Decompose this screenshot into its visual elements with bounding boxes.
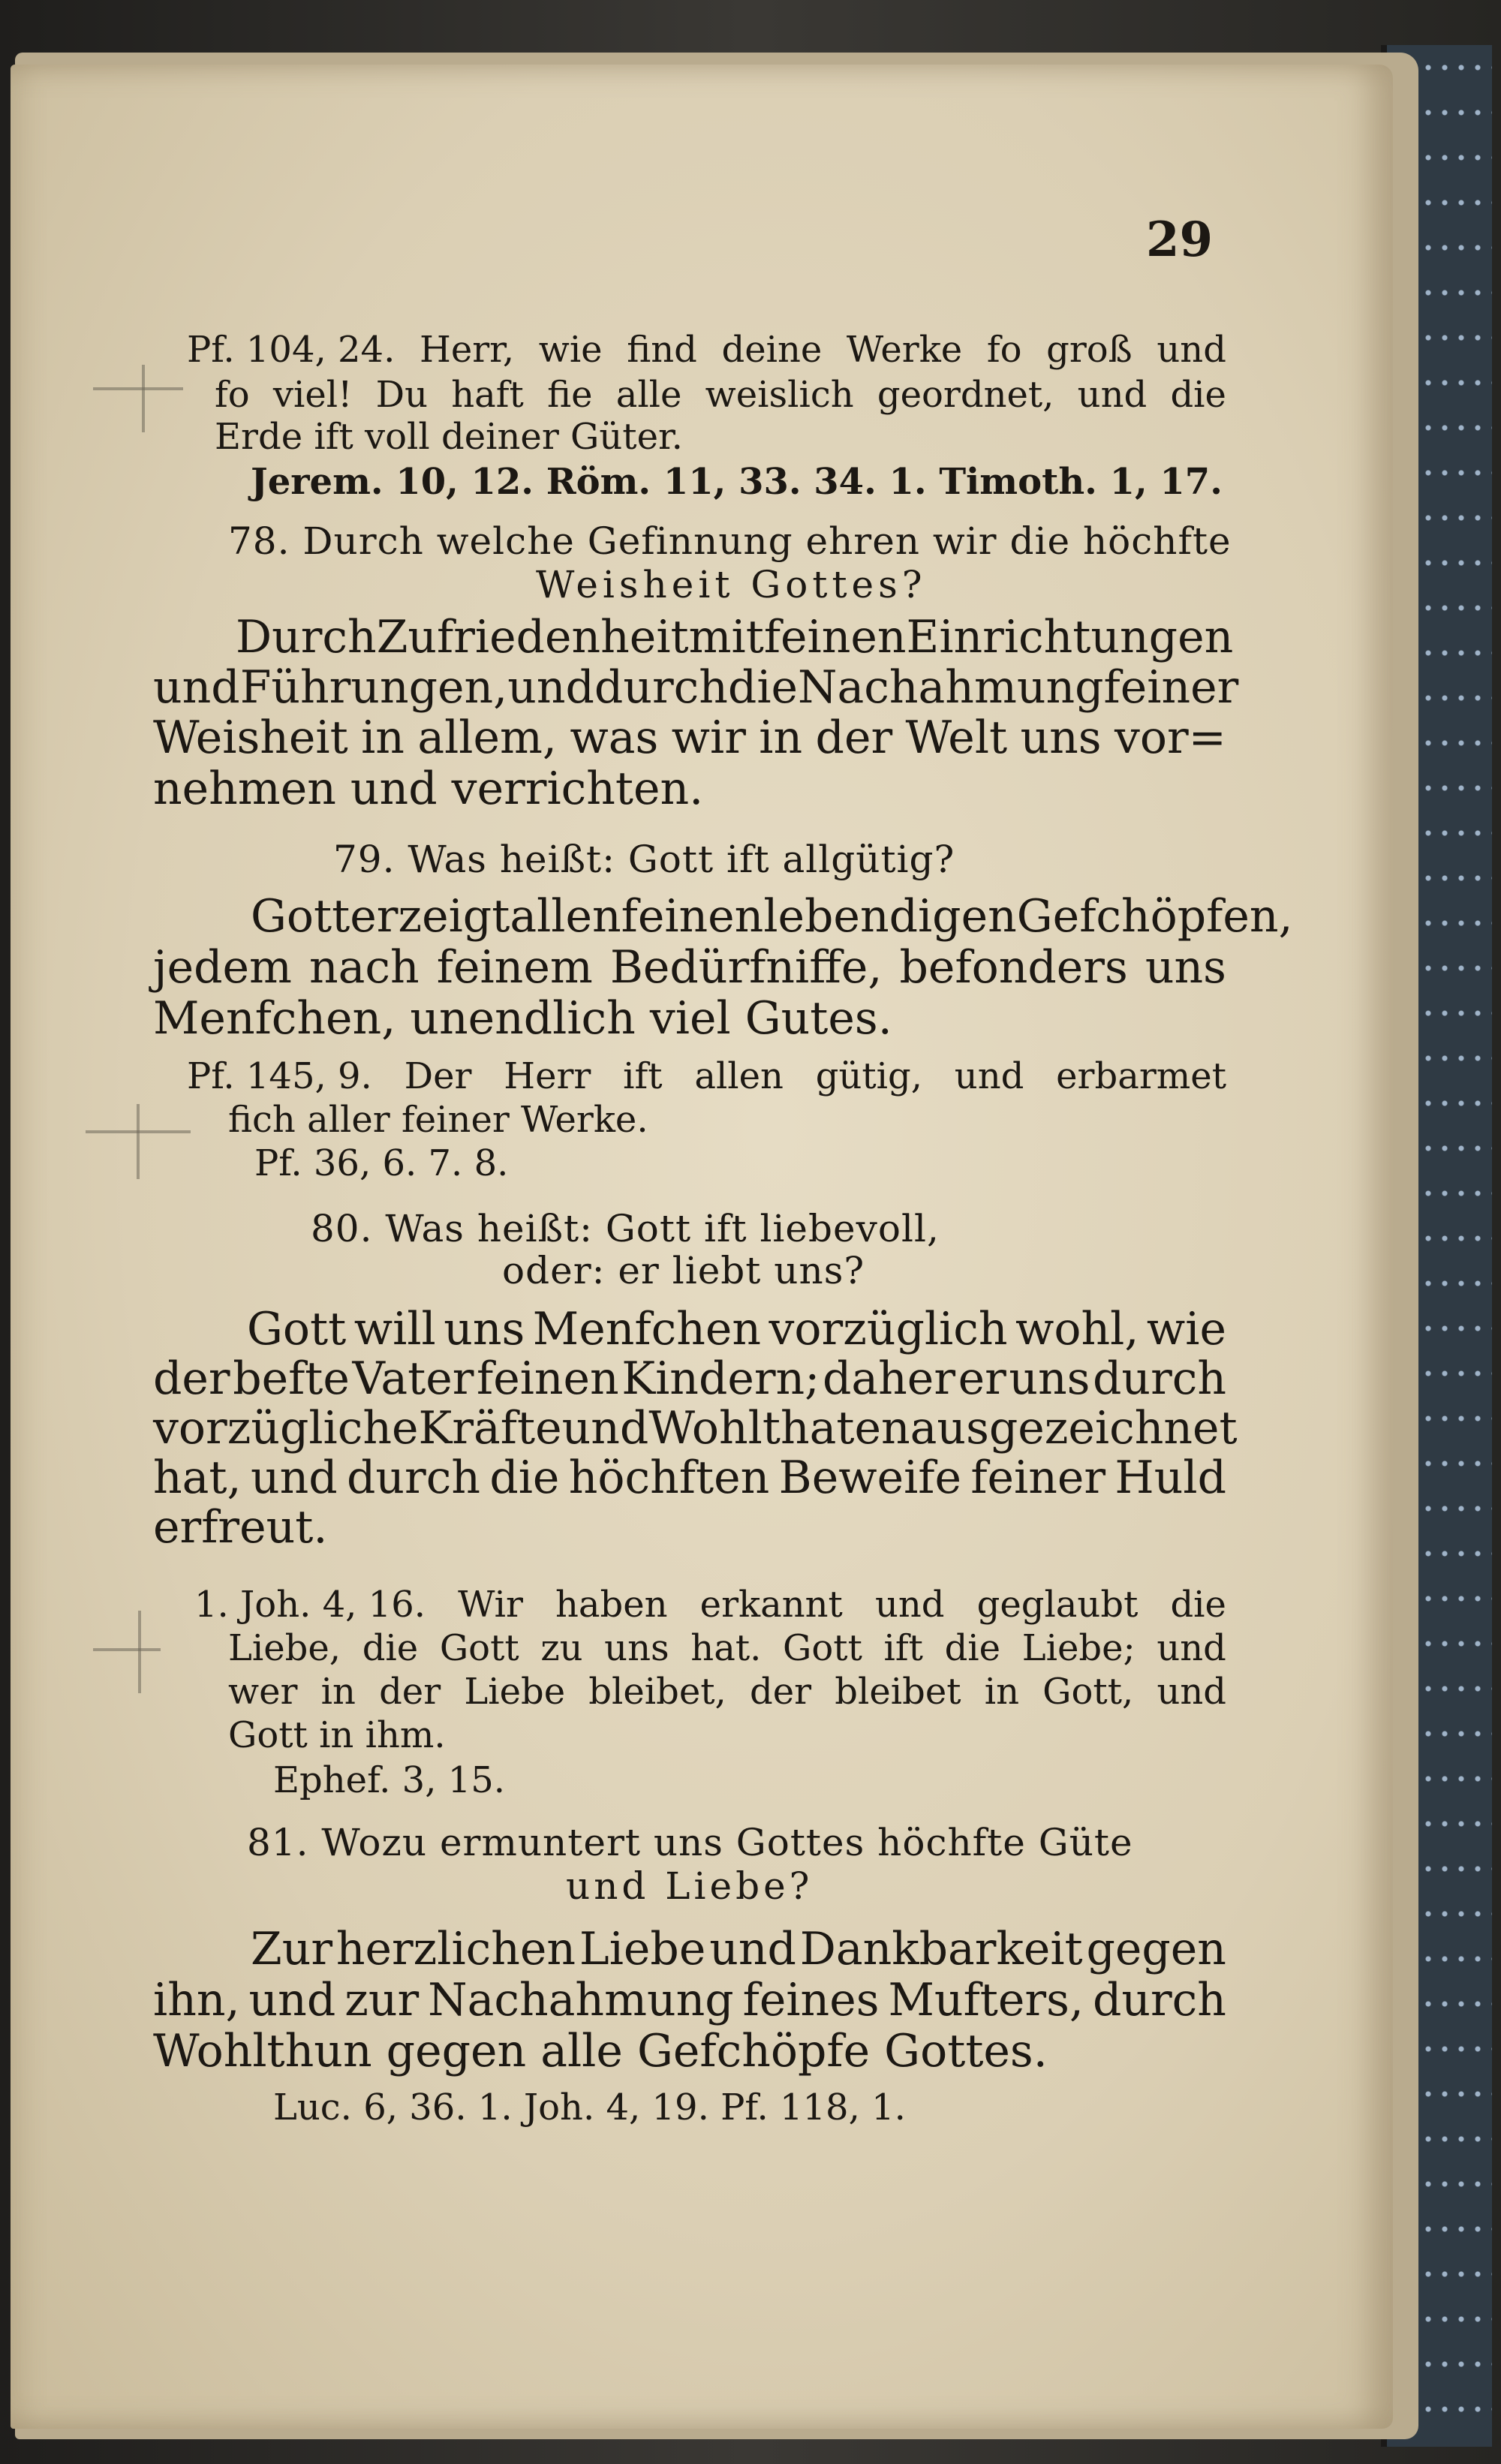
citation-joh-line4: Gott in ihm. bbox=[228, 1714, 446, 1756]
answer-81-line1: Zur herzlichen Liebe und Dankbarkeit gegen bbox=[251, 1923, 1226, 1975]
question-80-line1: 80. Was heißt: Gott ift liebevoll, bbox=[311, 1207, 940, 1250]
pencil-mark bbox=[142, 365, 145, 432]
question-81-line2: und Liebe? bbox=[566, 1864, 814, 1908]
citation-joh-line2: Liebe, die Gott zu uns hat. Gott ift die Liebe; und bbox=[228, 1627, 1226, 1669]
citation-joh-line3: wer in der Liebe bleibet, der bleibet in Gott, und bbox=[228, 1671, 1226, 1713]
pencil-mark bbox=[138, 1611, 141, 1693]
answer-80-line1: Gott will uns Menfchen vorzüglich wohl, wie bbox=[247, 1303, 1226, 1355]
question-79: 79. Was heißt: Gott ift allgütig? bbox=[333, 838, 955, 881]
answer-79-line3: Menfchen, unendlich viel Gutes. bbox=[153, 992, 892, 1045]
answer-79-line1: Gott erzeigt allen feinen lebendigen Gefchöpfen, bbox=[251, 890, 1293, 943]
answer-80-line2: der befte Vater feinen Kindern; daher er uns durch bbox=[153, 1352, 1226, 1405]
pencil-mark bbox=[93, 1648, 161, 1651]
citation-cross-refs-81: Luc. 6, 36. 1. Joh. 4, 19. Pf. 118, 1. bbox=[273, 2086, 906, 2129]
question-80-line2: oder: er liebt uns? bbox=[502, 1249, 865, 1292]
answer-78-line3: Weisheit in allem, was wir in der Welt uns vor= bbox=[153, 712, 1226, 764]
answer-79-line2: jedem nach feinem Bedürfniffe, befonders uns bbox=[153, 941, 1226, 994]
answer-80-line3: vorzügliche Kräfte und Wohlthaten ausgezeichnet bbox=[153, 1402, 1238, 1455]
citation-joh-line1: 1. Joh. 4, 16. Wir haben erkannt und geglaubt die bbox=[194, 1584, 1226, 1626]
page-number: 29 bbox=[1145, 212, 1213, 268]
answer-78-line1: Durch Zufriedenheit mit feinen Einrichtungen bbox=[236, 611, 1234, 663]
citation-ps145-line3: Pf. 36, 6. 7. 8. bbox=[254, 1142, 509, 1184]
answer-81-line3: Wohlthun gegen alle Gefchöpfe Gottes. bbox=[153, 2025, 1048, 2077]
answer-78-line2: und Führungen, und durch die Nachahmung feiner bbox=[153, 661, 1239, 714]
citation-ps104-line3: Erde ift voll deiner Güter. bbox=[215, 416, 683, 458]
pencil-mark bbox=[137, 1104, 140, 1179]
question-78-line1: 78. Durch welche Gefinnung ehren wir die höchfte bbox=[228, 519, 1232, 563]
book-page bbox=[11, 65, 1393, 2429]
citation-ps145-line1: Pf. 145, 9. Der Herr ift allen gütig, und erbarmet bbox=[187, 1055, 1226, 1097]
citation-cross-refs-77: Jerem. 10, 12. Röm. 11, 33. 34. 1. Timoth. 1, 17. bbox=[251, 461, 1223, 503]
answer-78-line4: nehmen und verrichten. bbox=[153, 763, 704, 815]
citation-ephes: Ephef. 3, 15. bbox=[273, 1759, 506, 1801]
question-81-line1: 81. Wozu ermuntert uns Gottes höchfte Güte bbox=[247, 1821, 1133, 1864]
question-78-line2: Weisheit Gottes? bbox=[536, 563, 927, 606]
citation-ps104-line1: Pf. 104, 24. Herr, wie find deine Werke fo groß und bbox=[187, 329, 1226, 371]
answer-80-line5: erfreut. bbox=[153, 1501, 328, 1554]
citation-ps145-line2: fich aller feiner Werke. bbox=[228, 1099, 648, 1141]
citation-ps104-line2: fo viel! Du haft fie alle weislich geordnet, und die bbox=[215, 374, 1226, 416]
answer-80-line4: hat, und durch die höchften Beweife feiner Huld bbox=[153, 1452, 1226, 1504]
answer-81-line2: ihn, und zur Nachahmung feines Mufters, durch bbox=[153, 1974, 1226, 2026]
pencil-mark bbox=[93, 387, 183, 390]
